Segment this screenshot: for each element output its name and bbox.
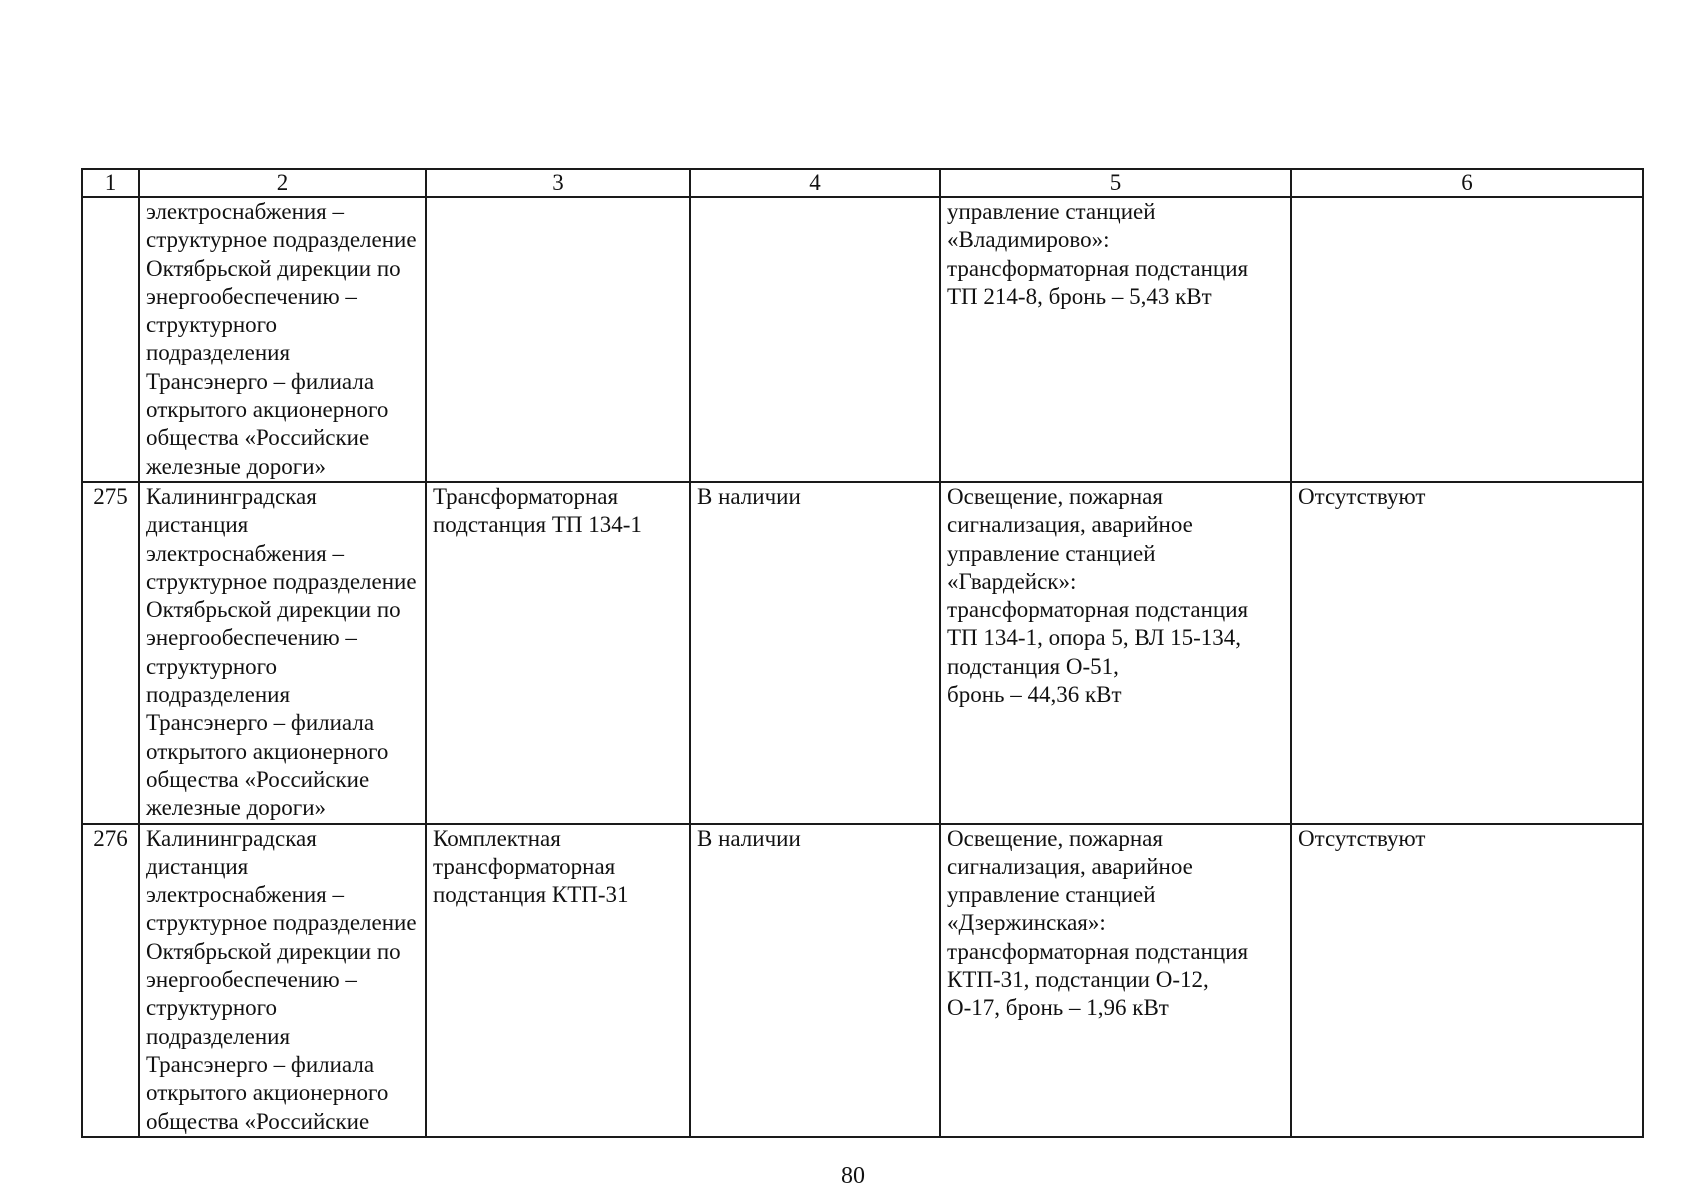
organization-cell (139, 824, 426, 1137)
data-table (81, 168, 1644, 1138)
column-header: 3 (426, 169, 690, 197)
status-cell (690, 197, 940, 482)
column-header: 1 (82, 169, 139, 197)
status-text: В наличии (697, 484, 801, 509)
notes-cell (1291, 824, 1643, 1137)
object-cell (426, 482, 690, 824)
description-text: Освещение, пожарная сигнализация, аварийное управление станцией «Дзержинская»: трансформаторная подстанция КТП-31, подстанции О-12, О-17, бронь – 1,96 кВт (947, 825, 1249, 1021)
status-cell (690, 482, 940, 824)
column-header: 5 (940, 169, 1291, 197)
organization-text: Калининградская дистанция электроснабжения – структурное подразделение Октябрьской дирекции по энергообеспечению – структурного подразделения Трансэнерго – филиала открытого акционерного общества «Российские (146, 825, 417, 1134)
object-cell (426, 197, 690, 482)
notes-cell (1291, 482, 1643, 824)
header-row (82, 169, 1643, 197)
object-text: Трансформаторная подстанция ТП 134-1 (433, 484, 642, 538)
table-row (82, 824, 1643, 1137)
row-number: 275 (82, 482, 139, 824)
object-cell (426, 824, 690, 1137)
column-header: 4 (690, 169, 940, 197)
row-number (82, 197, 139, 482)
notes-text: Отсутствуют (1298, 484, 1426, 509)
description-cell (940, 482, 1291, 824)
table-row (82, 197, 1643, 482)
notes-cell (1291, 197, 1643, 482)
description-text: Освещение, пожарная сигнализация, аварийное управление станцией «Гвардейск»: трансформаторная подстанция ТП 134-1, опора 5, ВЛ 15-134, подстанция О-51, бронь – 44,36 кВт (947, 484, 1249, 708)
status-text: В наличии (697, 825, 801, 851)
object-text: Комплектная трансформаторная подстанция КТП-31 (433, 825, 629, 908)
organization-text: Калининградская дистанция электроснабжения – структурное подразделение Октябрьской дирекции по энергообеспечению – структурного подразделения Трансэнерго – филиала открытого акционерного общества «Российские железные дороги» (146, 484, 417, 821)
column-header: 6 (1291, 169, 1643, 197)
description-cell (940, 197, 1291, 482)
page-number: 80 (841, 1163, 865, 1189)
description-cell (940, 824, 1291, 1137)
row-number: 276 (82, 824, 139, 1137)
column-header: 2 (139, 169, 426, 197)
table-row (82, 482, 1643, 824)
status-cell (690, 824, 940, 1137)
organization-text: электроснабжения – структурное подразделение Октябрьской дирекции по энергообеспечению – структурного подразделения Трансэнерго – филиала открытого акционерного общества «Российские железные дороги» (146, 199, 417, 479)
organization-cell (139, 482, 426, 824)
description-text: управление станцией «Владимирово»: трансформаторная подстанция ТП 214-8, бронь – 5,43 кВт (947, 199, 1249, 309)
notes-text: Отсутствуют (1298, 825, 1426, 851)
organization-cell (139, 197, 426, 482)
